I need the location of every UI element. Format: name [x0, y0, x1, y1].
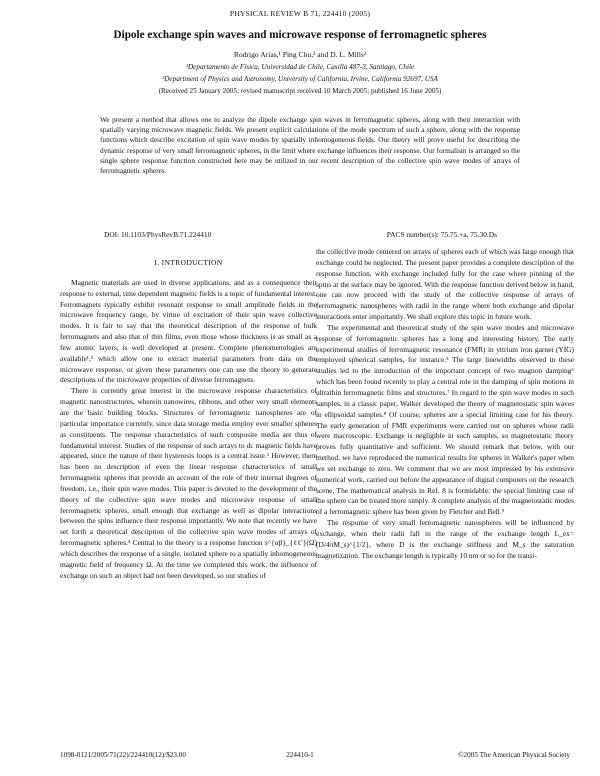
running-head: PHYSICAL REVIEW B 71, 224410 (2005): [229, 9, 371, 18]
page-number: 224410-1: [286, 751, 314, 759]
left-column: [60, 252, 317, 581]
paragraph: The response of very small ferromagnetic nanospheres will be influenced by exchange, when their radii fall in the range of the exchange length L_ex=(D/4πM_s)^{1/2}, where D is the exchange stiffness and M_s the saturation magnetization. The exchange length is typically 10 nm or so for the transi-: [316, 518, 574, 560]
section-heading: I. INTRODUCTION: [154, 258, 223, 267]
right-column: [316, 247, 574, 561]
paragraph: The experimental and theoretical study of the spin wave modes and microwave response of ferromagnetic spheres has a long and interesting history. The early experimental studies of ferromagnetic resonance (FMR) in yttrium iron garnet (YIG) employed spherical samples, for instance.⁵ The large linewidths observed in these studies led to the introduction of the important concept of two magnon damping⁶ which has been found recently to play a central role in the damping of spin motions in ultrathin ferromagnetic films and structures.⁷ In regard to the spin wave modes in such samples, in a classic paper, Walker developed the theory of magnetostatic spin waves in ellipsoidal samples.⁸ Of course, spheres are a special limiting case for his theory. The early generation of FMR experiments were carried out on spheres whose radii were macroscopic. Exchange is negligible in such samples, so magnetostatic theory proves fully quantitative and sufficient. We should remark that below, with our method, we have reproduced the numerical results for spheres in Walker's paper when we set exchange to zero. We comment that we are most impressed by his extensive numerical work, carried out before the appearance of digital computers on the research scene. The mathematical analysis in Ref. 8 is formidable; the special limiting case of the sphere can be treated more simply. A complete analysis of the magnetostatic modes of a ferromagnetic sphere has been given by Fletcher and Bell.⁹: [316, 322, 574, 517]
paper-title: Dipole exchange spin waves and microwave response of ferromagnetic spheres: [113, 29, 487, 41]
pacs-numbers: PACS number(s): 75.75.+a, 75.30.Ds: [386, 230, 497, 239]
abstract: We present a method that allows one to analyze the dipole exchange spin waves in ferromagnetic spheres, along with their interaction with spatially varying microwave magnetic fields. We present explicit calculations of the mode spectrum of such a sphere, along with the response functions which describe excitation of spin wave modes by spatially inhomogeneous fields. Our theory will prove useful for describing the dynamic response of very small ferromagnetic spheres, in the limit where exchange influences their response. Our formalism is arranged so the single sphere response function constructed here may be utilized in our recent description of the collective spin wave modes of arrays of ferromagnetic spheres.: [100, 115, 520, 176]
received-dates: (Received 25 January 2005; revised manuscript received 10 March 2005; published 16 June 2005): [158, 87, 442, 95]
paragraph: There is currently great interest in the microwave response characteristics of magnetic nanostructures, wherein nanowires, ribbons, and other very small elements are the basic building blocks. Structures of ferromagnetic nanospheres are of particular importance currently, since data storage media employ ever smaller spheres as constituents. The response characteristics of such composite media are thus of fundamental interest. Studies of the response of such arrays to dc magnetic fields have appeared, since the nature of their hysteresis loops is a central issue.³ However, there has been no description of even the linear response characteristics of small ferromagnetic spheres that provide an account of the role of their internal degrees of freedom, i.e., their spin wave modes. This paper is devoted to the development of the theory of the collective spin wave modes and microwave response of small ferromagnetic spheres, small enough that exchange as well as dipolar interactions between the spins influence their response importantly. We note that recently we have set forth a theoretical description of the collective spin wave modes of arrays of ferromagnetic spheres.⁴ Central to the theory is a response function s^{αβ}_{ℓℓ′}(Ω) which describes the response of a single, isolated sphere to a spatially inhomogeneous magnetic field of frequency Ω. At the time we completed this work, the influence of exchange on such an object had not been developed, so our studies of: [60, 386, 317, 580]
paragraph: the collective mode centered on arrays of spheres each of which was large enough that exchange could be neglected. The present paper provides a complete description of the response function, with exchange included fully for the case where pinning of the spins at the surface may be ignored. With the response function derived below in hand, one can now proceed with the study of the collective response of arrays of ferromagnetic nanospheres with radii in the range where both exchange and dipolar interactions enter importantly. We shall explore this topic in future work.: [316, 247, 574, 322]
copyright: ©2005 The American Physical Society: [458, 751, 570, 759]
author-list: Rodrigo Arias,¹ Ping Chu,² and D. L. Mills²: [233, 50, 367, 59]
footer-code: 1098-0121/2005/71(22)/224410(12)/$23.00: [60, 751, 186, 759]
affiliation-2: ²Department of Physics and Astronomy, University of California, Irvine, California 92697, USA: [162, 75, 438, 83]
affiliation-1: ¹Departamento de Física, Universidad de Chile, Casilla 487-3, Santiago, Chile: [185, 63, 415, 71]
paragraph: Magnetic materials are used in diverse applications, and as a consequence their response to external, time dependent magnetic fields is a topic of fundamental interest. Ferromagnets typically exhibit resonant response to small amplitude fields in the microwave frequency range, by virtue of excitation of their spin wave collective modes. It is fair to say that the theoretical description of the response of bulk ferromagnets and also that of thin films, even those whose thickness is as small as a few atomic layers, is well developed at present. Complete phenomenologies are available¹,² which allow one to extract material parameters from data on the microwave response, or given these parameters one can use the theory to generate descriptions of the microwave properties of diverse ferromagnets.: [60, 277, 317, 385]
doi: DOI: 10.1103/PhysRevB.71.224410: [104, 230, 212, 239]
